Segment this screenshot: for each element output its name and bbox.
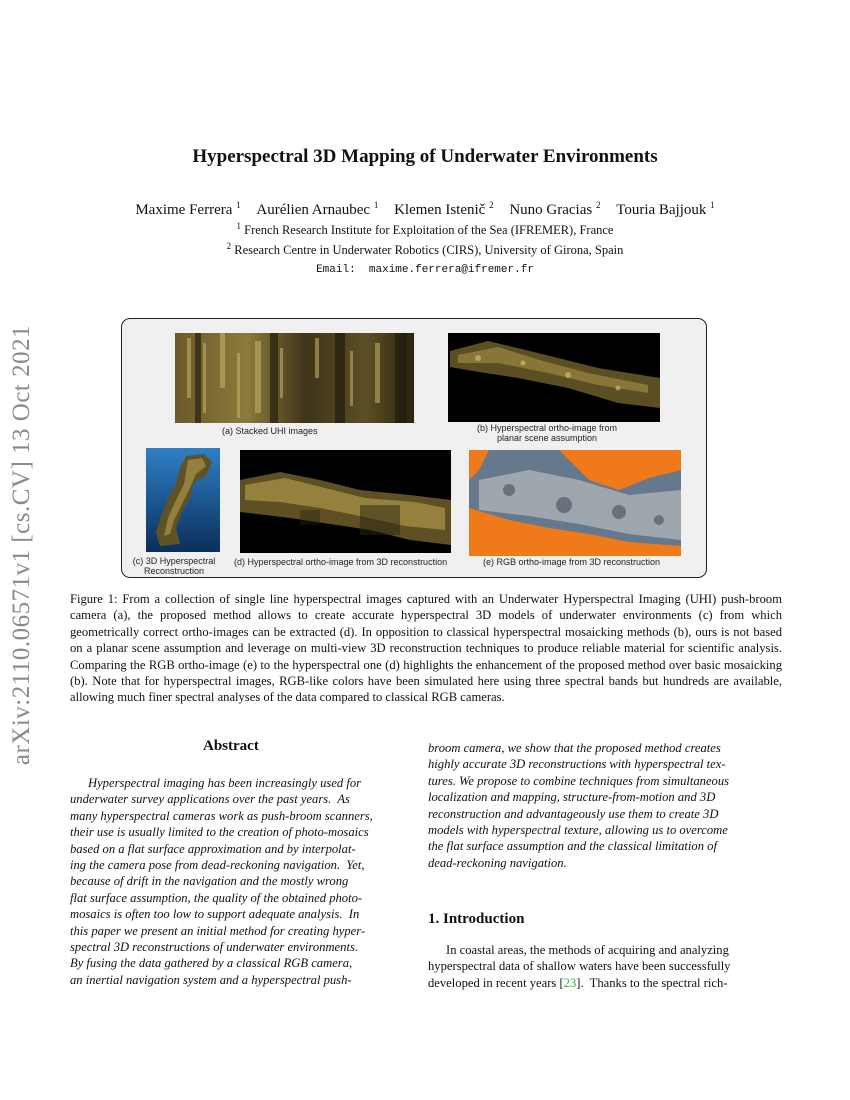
author-list [0,200,850,219]
author: Touria Bajjouk $^1$ [616,200,715,218]
figure-1 [121,318,707,578]
abstract-line: spectral 3D reconstructions of underwater environments. [70,940,358,955]
abstract-line: reconstruction and advantageously use them to create 3D [428,806,719,821]
arxiv-identifier: arXiv:2110.06571v1 [cs.CV] 13 Oct 2021 [8,324,35,766]
abstract-heading: Abstract [203,738,259,754]
author: Nuno Gracias $^2$ [509,200,601,218]
abstract-line: their use is usually limited to the creation of photo-mosaics [70,825,369,840]
abstract-line: dead-reckoning navigation. [428,855,567,870]
panel-a-image [175,333,414,423]
citation-link[interactable]: 23 [563,975,577,990]
abstract-line: the flat surface assumption and the classical limitation of [428,839,717,854]
abstract-line: ing the camera pose from dead-reckoning navigation. Yet, [70,858,365,873]
introduction-text [428,942,758,991]
panel-e-image [469,450,681,556]
introduction-heading: 1. Introduction [428,911,525,927]
panel-e-caption: (e) RGB ortho-image from 3D reconstruction [483,557,661,567]
abstract-line: an inertial navigation system and a hyperspectral push- [70,972,352,987]
abstract-line: because of drift in the navigation and the mostly wrong [70,874,349,889]
intro-line: hyperspectral data of shallow waters have been successfully [428,959,731,974]
paper-title: Hyperspectral 3D Mapping of Underwater Environments [192,146,658,167]
author-email: Email: maxime.ferrera@ifremer.fr [316,264,534,276]
intro-line: developed in recent years [23]. Thanks to the spectral rich- [428,975,728,990]
abstract-line: this paper we present an initial method for creating hyper- [70,923,366,938]
panel-d-image [240,450,451,553]
author: Aurélien Arnaubec $^1$ [256,200,379,218]
abstract-line: flat surface assumption, the quality of the obtained photo- [70,890,363,905]
affiliation-1: $^1$ French Research Institute for Exploitation of the Sea (IFREMER), France [236,221,614,238]
abstract-line: highly accurate 3D reconstructions with hyperspectral tex- [428,757,726,772]
abstract-line: mosaics is often too low to support adequate analysis. In [70,907,360,922]
panel-b-caption: (b) Hyperspectral ortho-image from planar scene assumption [477,423,618,444]
abstract-line: underwater survey applications over the past years. As [70,792,350,807]
affiliation-2: $^2$ Research Centre in Underwater Robotics (CIRS), University of Girona, Spain [226,241,624,258]
figure-caption: Figure 1: From a collection of single line hyperspectral images captured with an Underwater Hyperspectral Imaging (UHI) push-broom camera (a), the proposed method allows to create accurate hyperspectral 3D models of underwater environments (c) from which geometrically correct ortho-images can be extracted (d). In opposition to classical hyperspectral mosaicking methods (b), ours is not based on a planar scene assumption and leverage on multi-view 3D reconstruction techniques to produce reliable material for scientific analysis. Comparing the RGB ortho-image (e) to the hyperspectral one (d) highlights the enhancement of the proposed method over basic mosaicking (b). Note that for hyperspectral images, RGB-like colors have been simulated here using three spectral bands but hundreds are available, allowing much finer spectral analyses of the data compared to classical RGB cameras. [70,592,782,705]
abstract-line: models with hyperspectral texture, allowing us to overcome [428,823,728,838]
abstract-text-right [428,740,758,871]
abstract-line: broom camera, we show that the proposed method creates [428,741,721,755]
panel-c-caption: (c) 3D Hyperspectral Reconstruction [132,556,216,577]
abstract-line: By fusing the data gathered by a classical RGB camera, [70,956,353,971]
abstract-text-left [70,775,398,988]
panel-b-image [448,333,660,422]
intro-line: In coastal areas, the methods of acquiring and analyzing [446,943,729,957]
abstract-line: localization and mapping, structure-from-motion and 3D [428,790,716,805]
panel-a-caption: (a) Stacked UHI images [222,426,318,436]
panel-d-caption: (d) Hyperspectral ortho-image from 3D reconstruction [234,557,448,567]
abstract-line: tures. We propose to combine techniques from simultaneous [428,773,730,788]
abstract-line: based on a flat surface approximation and by interpolat- [70,841,356,856]
abstract-line: many hyperspectral cameras work as push-broom scanners, [70,808,373,823]
panel-c-image [146,448,220,552]
author: Maxime Ferrera $^1$ [135,200,241,218]
author: Klemen Istenič $^2$ [394,200,494,218]
abstract-line: Hyperspectral imaging has been increasingly used for [88,776,362,790]
